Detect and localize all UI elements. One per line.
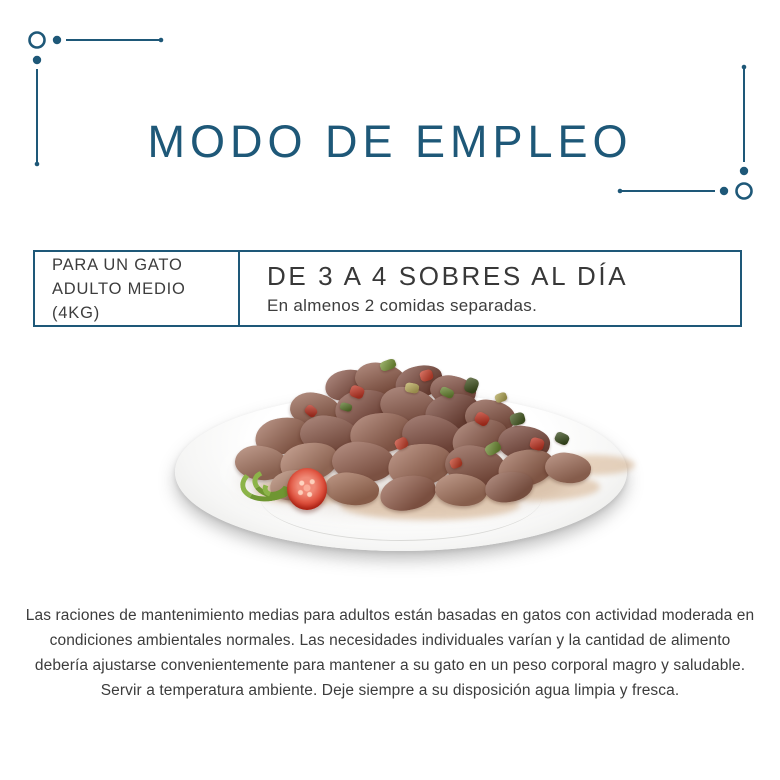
dosage-subtitle: En almenos 2 comidas separadas. xyxy=(267,296,538,315)
dosage-title: DE 3 A 4 SOBRES AL DÍA xyxy=(267,261,629,291)
footnote-line-2: condiciones ambientales normales. Las necesidades individuales varían y la cantidad de alimento xyxy=(49,632,731,649)
audience-line-1: PARA UN GATO xyxy=(52,255,183,274)
footnote-line-4: Servir a temperatura ambiente. Deje siempre a su disposición agua limpia y fresca. xyxy=(100,682,680,699)
ornament-hollow-circle xyxy=(737,184,752,199)
audience-line-2: ADULTO MEDIO (4KG) xyxy=(52,279,186,322)
ornament-dot-small xyxy=(618,189,623,194)
ornament-dot-small xyxy=(159,38,164,43)
ornament-dot xyxy=(53,36,61,44)
ornament-dot xyxy=(33,56,41,64)
footnote-line-3: debería ajustarse convenientemente para mantener a su gato en un peso corporal magro y saludable. xyxy=(34,657,746,674)
ornament-dot-small xyxy=(742,65,747,70)
feeding-guideline-footnote xyxy=(0,603,780,703)
ornament-dot xyxy=(720,187,728,195)
page-title: MODO DE EMPLEO xyxy=(147,116,633,168)
ornament-hollow-circle xyxy=(30,33,45,48)
audience-cell xyxy=(35,252,240,325)
dosage-cell xyxy=(240,252,740,325)
usage-info-box xyxy=(33,250,742,327)
plate-of-cat-food-image xyxy=(140,358,640,583)
tomato-half-garnish xyxy=(287,468,327,510)
tomato-seeds xyxy=(294,475,320,502)
footnote-line-1: Las raciones de mantenimiento medias para adultos están basadas en gatos con actividad moderada en xyxy=(25,607,755,624)
